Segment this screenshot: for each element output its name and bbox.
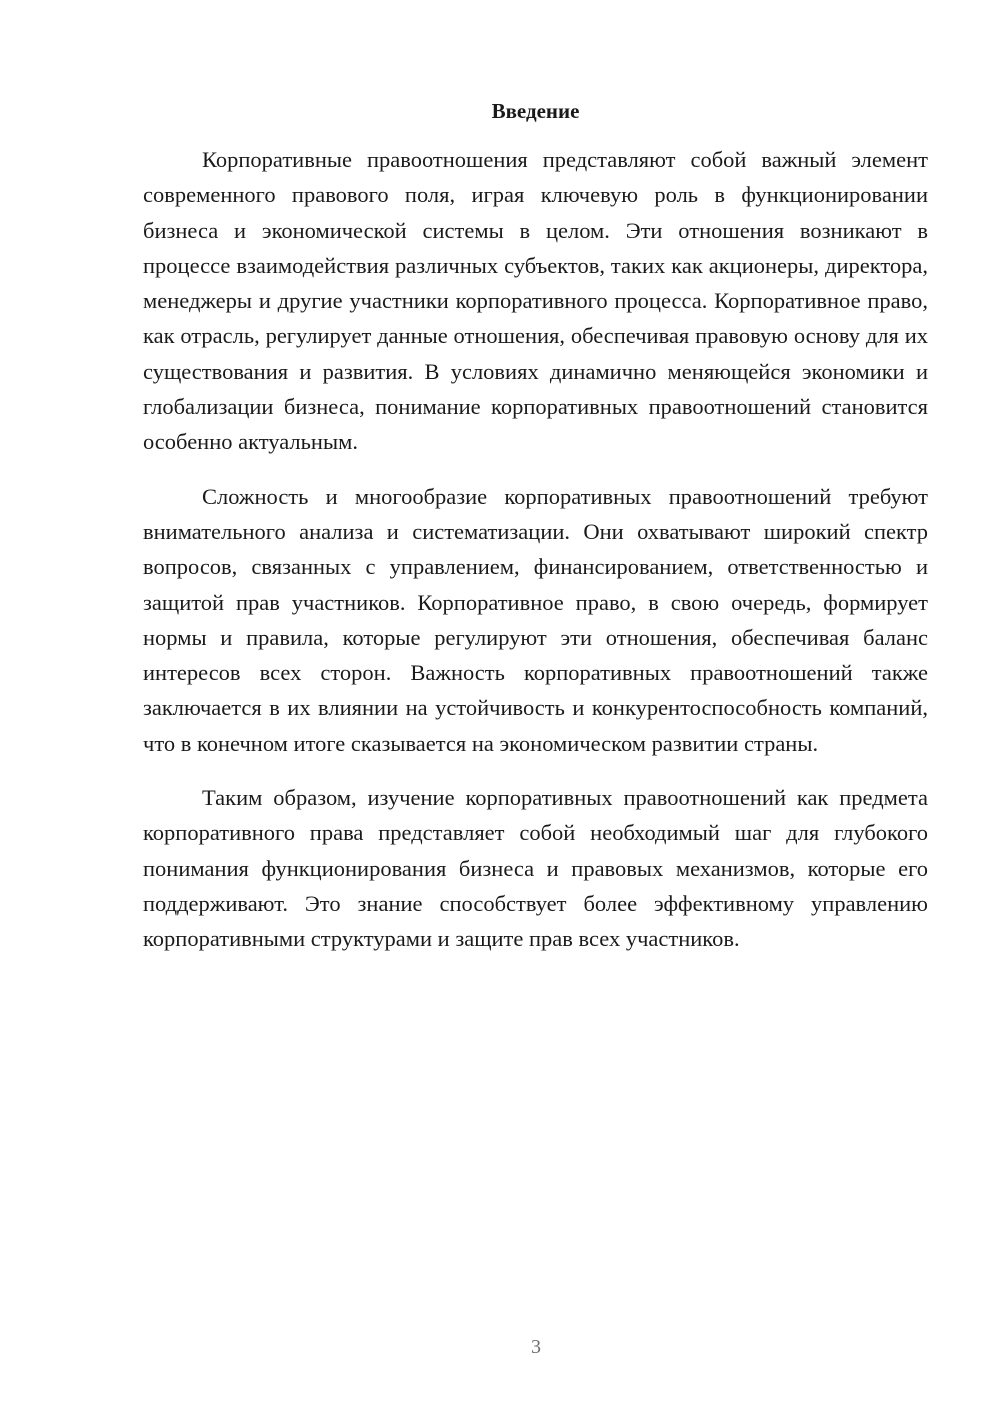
- page-number: 3: [531, 1336, 541, 1358]
- paragraph-2: Сложность и многообразие корпоративных правоотношений требуют внимательного анализа и систематизации. Они охватывают широкий спектр вопросов, связанных с управлением, финансированием, ответственностью и защитой прав участников. Корпоративное право, в свою очередь, формирует нормы и правила, которые регулируют эти отношения, обеспечивая баланс интересов всех сторон. Важность корпоративных правоотношений также заключается в их влиянии на устойчивость и конкурентоспособность компаний, что в конечном итоге сказывается на экономическом развитии страны.: [143, 483, 928, 756]
- paragraph-1: Корпоративные правоотношения представляют собой важный элемент современного правового поля, играя ключевую роль в функционировании бизнеса и экономической системы в целом. Эти отношения возникают в процессе взаимодействия различных субъектов, таких как акционеры, директора, менеджеры и другие участники корпоративного процесса. Корпоративное право, как отрасль, регулирует данные отношения, обеспечивая правовую основу для их существования и развития. В условиях динамично меняющейся экономики и глобализации бизнеса, понимание корпоративных правоотношений становится особенно актуальным.: [143, 147, 928, 455]
- body-text: [143, 142, 928, 957]
- paragraph-3: Таким образом, изучение корпоративных правоотношений как предмета корпоративного права представляет собой необходимый шаг для глубокого понимания функционирования бизнеса и правовых механизмов, которые его поддерживают. Это знание способствует более эффективному управлению корпоративными структурами и защите прав всех участников.: [143, 785, 928, 952]
- section-title: Введение: [491, 99, 580, 123]
